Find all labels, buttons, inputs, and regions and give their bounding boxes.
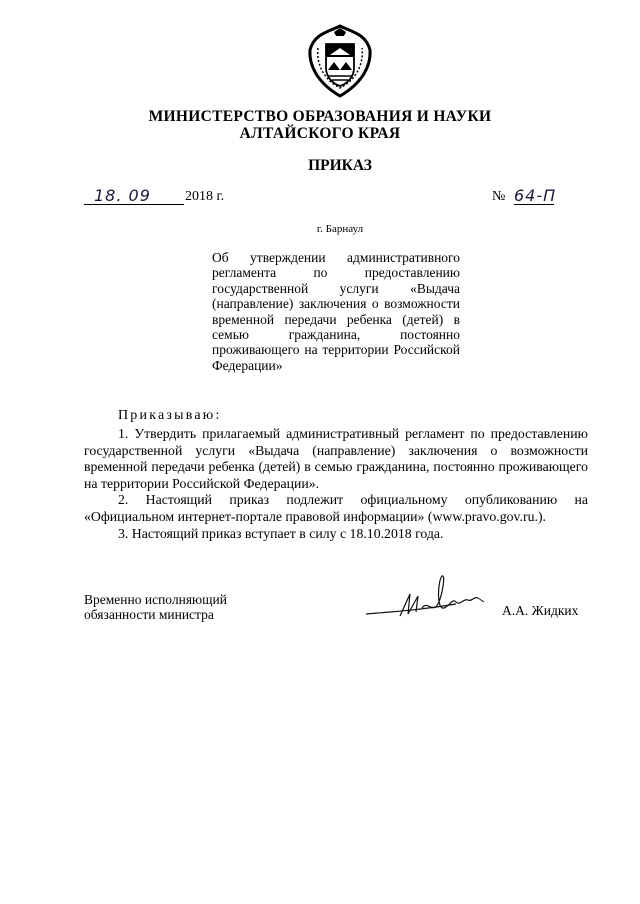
order-item: 1. Утвердить прилагаемый административный регламент по предоставлению государственной услуги «Выдача (направление) заключения о возможности временной передачи ребенка (детей) в семью гражданина, постоянно проживающего на территории Российской Федерации». (84, 426, 588, 491)
date-year: 2018 г. (185, 189, 225, 204)
number-sign: № (492, 189, 506, 204)
order-items (84, 426, 588, 542)
signatory-title-line1: Временно исполняющий (84, 592, 227, 607)
date-underline (84, 204, 184, 205)
date-field (84, 186, 244, 208)
handwritten-number: 64-П (514, 186, 557, 205)
signer-name: А.А. Жидких (502, 603, 579, 618)
orders-intro: Приказываю: (118, 408, 222, 423)
city-label: г. Барнаул (316, 223, 364, 235)
ministry-name-line1: МИНИСТЕРСТВО ОБРАЗОВАНИЯ И НАУКИ (148, 108, 492, 125)
document-subject: Об утверждении административного регламента по предоставлению государственной услуги «Выдача (направление) заключения о возможности временной передачи ребенка (детей) в семью гражданина, постоянно проживающего на территории Российской Федерации» (212, 250, 460, 373)
signatory-title-line2: обязанности министра (84, 607, 214, 623)
document-type-heading: ПРИКАЗ (308, 157, 372, 174)
order-item: 2. Настоящий приказ подлежит официальному опубликованию на «Официальном интернет-портале правовой информации» (www.pravo.gov.ru.). (84, 492, 588, 524)
handwritten-date: 18. 09 (94, 186, 151, 205)
ministry-name-line2: АЛТАЙСКОГО КРАЯ (239, 125, 401, 142)
order-item: 3. Настоящий приказ вступает в силу с 18.10.2018 года. (118, 525, 444, 541)
signatory-title (84, 592, 227, 623)
number-underline (514, 204, 554, 205)
coat-of-arms-emblem (306, 24, 374, 98)
handwritten-signature (360, 570, 500, 630)
document-number-field (492, 186, 562, 208)
